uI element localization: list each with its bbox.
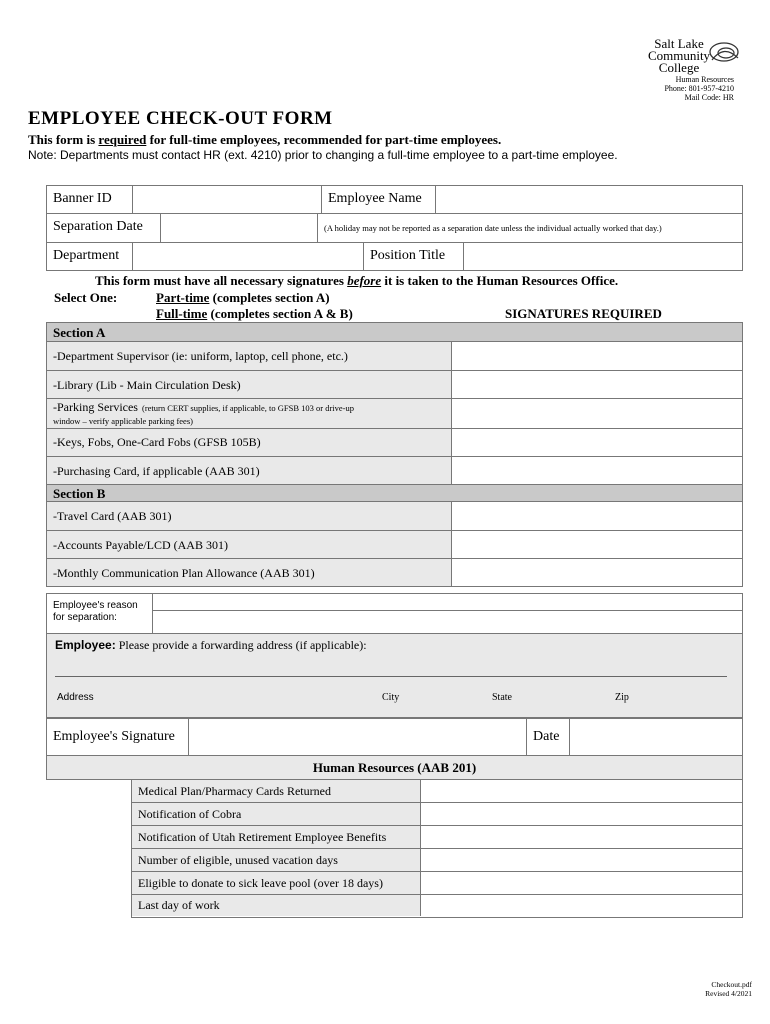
signatures-required-heading: SIGNATURES REQUIRED	[505, 306, 662, 321]
employee-name-field[interactable]	[436, 186, 742, 214]
section-a-header	[47, 323, 742, 342]
hr-row-label: Notification of Utah Retirement Employee Benefits	[138, 830, 387, 844]
hr-row-label: Number of eligible, unused vacation days	[138, 853, 338, 867]
forwarding-address-prompt	[55, 638, 367, 653]
parking-note: (return CERT supplies, if applicable, to GFSB 103 or drive-up	[141, 403, 355, 413]
hr-contact-info	[664, 75, 734, 102]
hr-row-field[interactable]	[421, 803, 742, 826]
accounts-payable-signature-field[interactable]	[452, 531, 742, 559]
hr-row	[132, 895, 421, 916]
department-label-cell	[47, 243, 133, 270]
position-title-label-cell	[364, 243, 464, 270]
hr-row-label: Eligible to donate to sick leave pool (over 18 days)	[138, 876, 383, 890]
holiday-note-cell	[318, 214, 742, 243]
section-b-header	[47, 485, 742, 502]
logo-swirl-icon	[708, 40, 742, 66]
hr-row	[132, 826, 421, 849]
section-b-row	[47, 502, 452, 531]
supervisor-label: -Department Supervisor (ie: uniform, laptop, cell phone, etc.)	[53, 349, 348, 363]
hr-row-field[interactable]	[421, 872, 742, 895]
accounts-payable-label: -Accounts Payable/LCD (AAB 301)	[53, 538, 228, 552]
logo-text	[646, 38, 712, 74]
banner-id-label-cell	[47, 186, 133, 214]
reason-label	[53, 600, 138, 624]
intro-post: for full-time employees, recommended for part-time employees.	[146, 132, 502, 147]
date-label: Date	[533, 729, 560, 744]
notice-pre: This form must have all necessary signatures	[95, 273, 348, 288]
full-time-desc: (completes section A & B)	[207, 306, 353, 321]
section-b-title: Section B	[53, 486, 106, 501]
option-part-time[interactable]	[156, 290, 330, 306]
separation-date-label: Separation Date	[53, 219, 143, 234]
hr-row-label: Notification of Cobra	[138, 807, 242, 821]
parking-label	[53, 401, 354, 427]
employee-bold: Employee:	[55, 638, 116, 652]
notice-before: before	[347, 273, 382, 288]
employee-name-label: Employee Name	[328, 191, 422, 206]
reason-line-2: for separation:	[53, 612, 117, 623]
employee-signature-label: Employee's Signature	[53, 729, 175, 744]
hr-header-title: Human Resources (AAB 201)	[312, 760, 477, 775]
hr-dept: Human Resources	[675, 75, 734, 84]
keys-label: -Keys, Fobs, One-Card Fobs (GFSB 105B)	[53, 435, 261, 449]
signature-notice	[95, 273, 618, 289]
department-label: Department	[53, 248, 120, 263]
part-time-desc: (completes section A)	[209, 290, 330, 305]
logo-line-2: Community	[647, 48, 711, 63]
college-logo	[646, 38, 746, 74]
date-field[interactable]	[570, 719, 742, 755]
section-a-title: Section A	[53, 325, 106, 340]
employee-signature-label-cell	[47, 719, 189, 755]
reason-box	[46, 593, 743, 634]
hr-row	[132, 803, 421, 826]
forwarding-address-text: Please provide a forwarding address (if applicable):	[115, 638, 367, 652]
hr-row-field[interactable]	[421, 895, 742, 916]
date-label-cell	[527, 719, 570, 755]
hr-row	[132, 872, 421, 895]
reason-line-1: Employee's reason	[53, 600, 138, 611]
employee-signature-row	[46, 718, 743, 756]
forwarding-address-box	[46, 634, 743, 718]
reason-field-1[interactable]	[153, 594, 742, 611]
footer-revised: Revised 4/2021	[705, 989, 752, 998]
department-field[interactable]	[133, 243, 364, 270]
section-a-row	[47, 342, 452, 371]
keys-signature-field[interactable]	[452, 429, 742, 457]
parking-main: -Parking Services	[53, 400, 138, 414]
communication-plan-signature-field[interactable]	[452, 559, 742, 586]
city-label: City	[382, 692, 400, 703]
travel-card-signature-field[interactable]	[452, 502, 742, 531]
position-title-field[interactable]	[464, 243, 742, 270]
section-a-row	[47, 429, 452, 457]
separation-date-field[interactable]	[161, 214, 318, 243]
section-a-row	[47, 457, 452, 485]
sections-table	[46, 322, 743, 587]
section-a-row	[47, 399, 452, 429]
purchasing-signature-field[interactable]	[452, 457, 742, 485]
hr-row-field[interactable]	[421, 849, 742, 872]
zip-label: Zip	[615, 692, 629, 703]
part-time-label: Part-time	[156, 290, 210, 305]
separation-date-label-cell	[47, 214, 161, 243]
hr-table	[131, 780, 743, 918]
notice-post: it is taken to the Human Resources Office.	[381, 273, 619, 288]
employee-signature-field[interactable]	[189, 719, 527, 755]
position-title-label: Position Title	[370, 248, 446, 263]
communication-plan-label: -Monthly Communication Plan Allowance (AAB 301)	[53, 566, 315, 580]
full-time-label: Full-time	[156, 306, 208, 321]
banner-id-field[interactable]	[133, 186, 322, 214]
footer-revision	[705, 980, 752, 998]
hr-row-field[interactable]	[421, 780, 742, 803]
hr-row-label: Medical Plan/Pharmacy Cards Returned	[138, 784, 331, 798]
hr-row	[132, 780, 421, 803]
select-one-label: Select One:	[54, 290, 118, 305]
logo-line-3: College	[658, 60, 700, 75]
library-label: -Library (Lib - Main Circulation Desk)	[53, 378, 241, 392]
logo-line-1: Salt Lake	[654, 36, 704, 51]
intro-note: Note: Departments must contact HR (ext. 4210) prior to changing a full-time employee to a part-time employee.	[28, 148, 618, 162]
library-signature-field[interactable]	[452, 371, 742, 399]
employee-name-label-cell	[322, 186, 436, 214]
page-title: EMPLOYEE CHECK-OUT FORM	[28, 108, 333, 129]
travel-card-label: -Travel Card (AAB 301)	[53, 509, 172, 523]
intro-pre: This form is	[28, 132, 99, 147]
employee-info-table	[46, 185, 743, 271]
reason-field-2[interactable]	[153, 610, 742, 633]
address-line[interactable]	[55, 676, 727, 677]
hr-mail-code: Mail Code: HR	[684, 93, 734, 102]
footer-file: Checkout.pdf	[711, 980, 752, 989]
section-a-row	[47, 371, 452, 399]
hr-row-field[interactable]	[421, 826, 742, 849]
state-label: State	[492, 692, 512, 703]
banner-id-label: Banner ID	[53, 191, 112, 206]
hr-header	[46, 756, 743, 780]
hr-phone: Phone: 801-957-4210	[664, 84, 734, 93]
hr-row	[132, 849, 421, 872]
hr-row-label: Last day of work	[138, 898, 220, 912]
option-full-time[interactable]	[156, 306, 353, 322]
holiday-note: (A holiday may not be reported as a separation date unless the individual actually worked that day.)	[324, 223, 662, 233]
parking-signature-field[interactable]	[452, 399, 742, 429]
parking-note-2: window – verify applicable parking fees)	[53, 416, 193, 426]
intro-required: required	[98, 132, 147, 147]
reason-label-cell	[47, 594, 153, 633]
section-b-row	[47, 531, 452, 559]
address-label: Address	[57, 692, 94, 703]
supervisor-signature-field[interactable]	[452, 342, 742, 371]
purchasing-label: -Purchasing Card, if applicable (AAB 301)	[53, 464, 260, 478]
section-b-row	[47, 559, 452, 586]
intro-line	[28, 132, 501, 148]
